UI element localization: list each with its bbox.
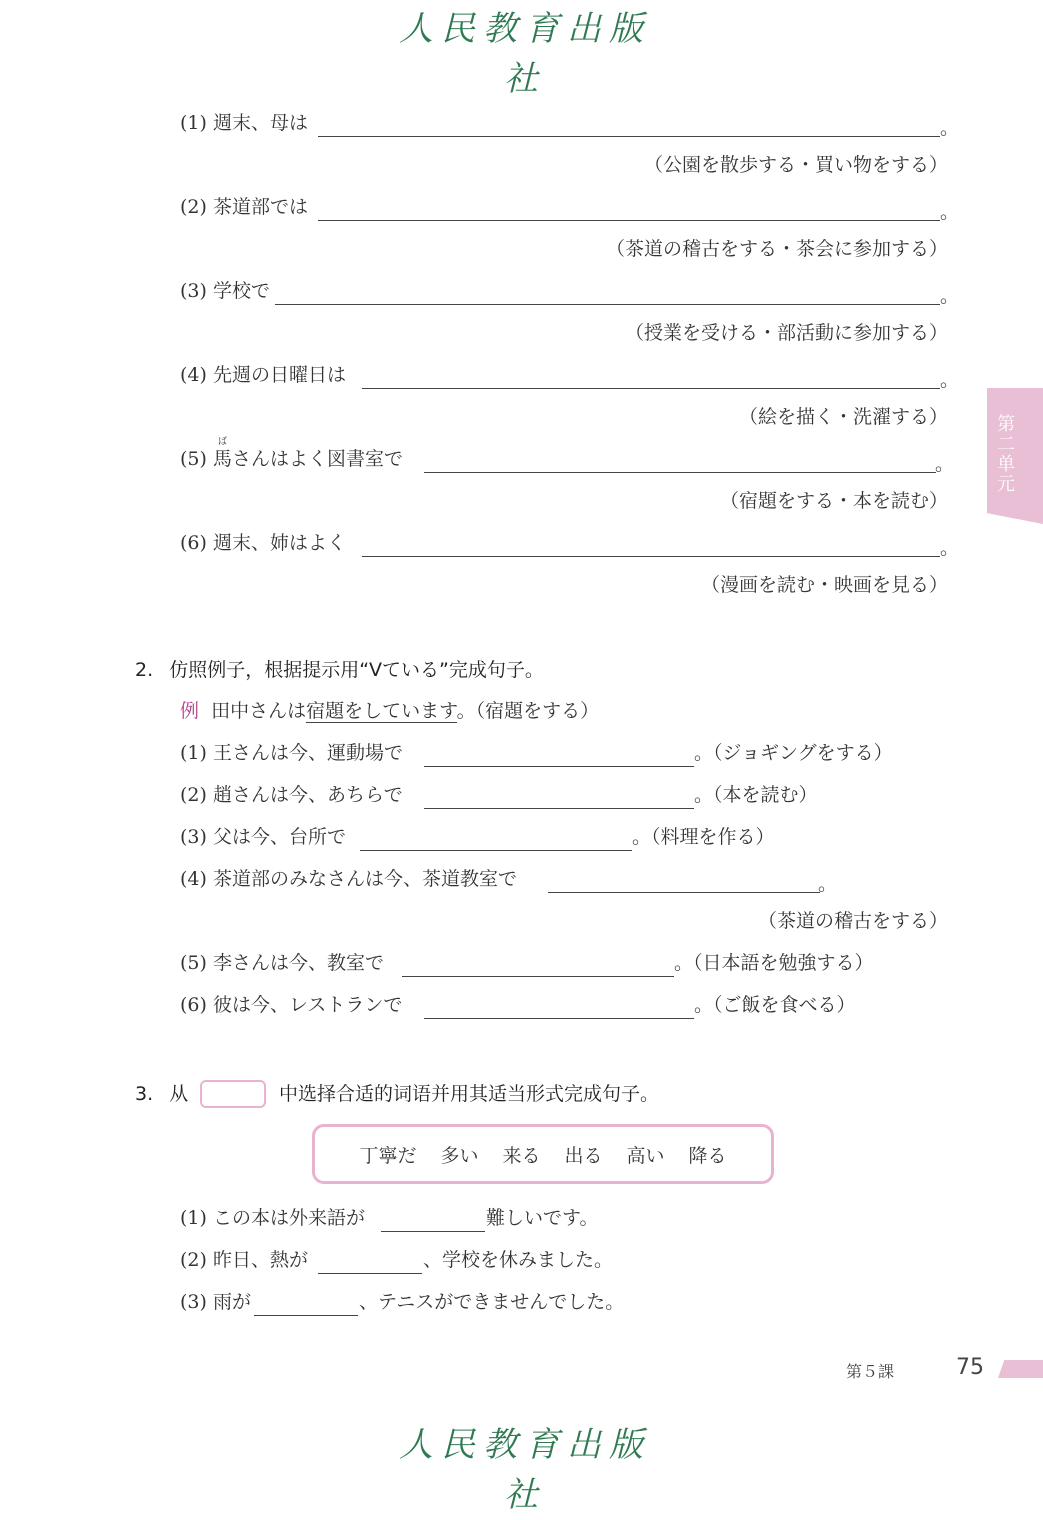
hint: （茶道の稽古をする）: [757, 910, 948, 932]
s2-item-4: [180, 866, 517, 892]
period: 。: [694, 784, 714, 806]
item-number: (2): [180, 1249, 207, 1271]
publisher-logo: 人民教育出版社: [399, 1425, 651, 1515]
item-text: 先週の日曜日は: [212, 364, 346, 386]
section-title: 仿照例子，根据提示用“Vている”完成句子。: [169, 659, 544, 681]
word-bank-item: 丁寧だ: [359, 1144, 417, 1167]
period: 。: [935, 453, 955, 475]
s2-item-1: [180, 740, 403, 766]
unit-side-tab-label: 第二单元: [994, 414, 1015, 494]
item-text: 昨日、熱が: [212, 1249, 308, 1271]
answer-blank[interactable]: [318, 220, 940, 221]
item-text: 週末、母は: [212, 112, 308, 134]
hint-text: （ジョギングをする）: [713, 742, 893, 764]
word-bank-item: 高い: [626, 1144, 665, 1167]
item-number: (5): [180, 448, 207, 470]
item-text: 週末、姉はよく: [212, 532, 346, 554]
hint: （公園を散歩する・買い物をする）: [643, 154, 948, 176]
period: 。: [694, 994, 714, 1016]
item-number: (5): [180, 952, 207, 974]
item-number: (4): [180, 364, 207, 386]
item-text: 王さんは今、運動場で: [212, 742, 403, 764]
period: 。: [940, 117, 960, 139]
hint-text: （ご飯を食べる）: [713, 994, 856, 1016]
period: 。: [632, 826, 652, 848]
item-number: (1): [180, 1207, 207, 1229]
example-suffix: 。（宿題をする）: [456, 700, 600, 722]
hint-text: （本を読む）: [713, 784, 818, 806]
example-answer: 宿題をしています: [306, 700, 457, 722]
s3-item-3: [180, 1289, 251, 1315]
answer-blank[interactable]: [318, 136, 940, 137]
answer-blank[interactable]: [402, 976, 674, 977]
hint-text: （日本語を勉強する）: [693, 952, 874, 974]
period: 。: [674, 952, 694, 974]
answer-blank[interactable]: [362, 556, 940, 557]
item-number: (1): [180, 742, 207, 764]
item-text: 彼は今、レストランで: [212, 994, 403, 1016]
word-bank: [312, 1124, 774, 1184]
hint: [694, 740, 893, 766]
word-box-marker: [200, 1080, 266, 1108]
section-3-number: [135, 1081, 188, 1107]
item-number: (2): [180, 784, 207, 806]
example-prefix: 田中さんは: [211, 700, 307, 722]
hint: [632, 824, 775, 850]
hint: [694, 782, 818, 808]
s1-item-5: [180, 446, 403, 472]
publisher-logo: 人民教育出版社: [399, 9, 651, 99]
section-number: 2.: [135, 659, 154, 681]
item-text: 父は今、台所で: [212, 826, 346, 848]
example-row: [180, 698, 599, 724]
item-text: 雨が: [212, 1291, 251, 1313]
example-label: 例: [180, 700, 200, 722]
item-text-after: 、学校を休みました。: [423, 1249, 614, 1271]
section-number: 3.: [135, 1083, 154, 1105]
period: 。: [940, 201, 960, 223]
furigana: ば: [218, 437, 228, 447]
s1-item-2: [180, 194, 308, 220]
answer-blank[interactable]: [254, 1315, 358, 1316]
answer-blank[interactable]: [424, 472, 936, 473]
word-bank-item: 出る: [564, 1144, 603, 1167]
answer-blank[interactable]: [360, 850, 632, 851]
period: 。: [940, 285, 960, 307]
item-number: (3): [180, 1291, 207, 1313]
item-number: (1): [180, 112, 207, 134]
answer-blank[interactable]: [424, 766, 694, 767]
item-number: (6): [180, 994, 207, 1016]
s2-item-6: [180, 992, 402, 1018]
item-text: 趙さんは今、あちらで: [212, 784, 403, 806]
footer-bar: [998, 1360, 1043, 1378]
item-number: (4): [180, 868, 207, 890]
item-number: (2): [180, 196, 207, 218]
item-text: 馬さんはよく図書室で: [212, 448, 403, 470]
item-text: 李さんは今、教室で: [212, 952, 384, 974]
section-2-heading: [135, 657, 544, 683]
item-text: 学校で: [212, 280, 270, 302]
answer-blank[interactable]: [362, 388, 940, 389]
answer-blank[interactable]: [424, 808, 694, 809]
s2-item-5: [180, 950, 384, 976]
section-title-prefix: 从: [169, 1083, 189, 1105]
s1-item-1: [180, 110, 308, 136]
hint-text: （料理を作る）: [651, 826, 775, 848]
item-text: この本は外来語が: [212, 1207, 365, 1229]
period: 。: [940, 369, 960, 391]
hint: [694, 992, 856, 1018]
hint: （絵を描く・洗濯する）: [738, 406, 948, 428]
answer-blank[interactable]: [548, 892, 820, 893]
answer-blank[interactable]: [275, 304, 940, 305]
period: 。: [694, 742, 714, 764]
hint: [674, 950, 874, 976]
answer-blank[interactable]: [318, 1273, 422, 1274]
hint: （授業を受ける・部活動に参加する）: [624, 322, 948, 344]
section-title-suffix: 中选择合适的词语并用其适当形式完成句子。: [279, 1083, 660, 1105]
s3-item-2: [180, 1247, 308, 1273]
answer-blank[interactable]: [381, 1231, 485, 1232]
s1-item-6: [180, 530, 346, 556]
item-number: (3): [180, 280, 207, 302]
item-number: (6): [180, 532, 207, 554]
item-text-after: 、テニスができませんでした。: [359, 1291, 625, 1313]
s1-item-3: [180, 278, 270, 304]
item-text-after: 難しいです。: [486, 1207, 599, 1229]
word-bank-item: 多い: [440, 1144, 479, 1167]
word-bank-item: 降る: [688, 1144, 727, 1167]
hint: （宿題をする・本を読む）: [719, 490, 948, 512]
s1-item-4: [180, 362, 346, 388]
s2-item-2: [180, 782, 403, 808]
hint: （漫画を読む・映画を見る）: [700, 574, 948, 596]
period: 。: [818, 873, 838, 895]
s3-item-1: [180, 1205, 365, 1231]
answer-blank[interactable]: [424, 1018, 694, 1019]
item-text: 茶道部では: [212, 196, 308, 218]
s2-item-3: [180, 824, 346, 850]
item-number: (3): [180, 826, 207, 848]
hint: （茶道の稽古をする・茶会に参加する）: [605, 238, 948, 260]
item-text: 茶道部のみなさんは今、茶道教室で: [212, 868, 517, 890]
word-bank-item: 来る: [502, 1144, 541, 1167]
period: 。: [940, 537, 960, 559]
lesson-label: 第５課: [846, 1362, 895, 1381]
page-number: 75: [956, 1355, 984, 1380]
